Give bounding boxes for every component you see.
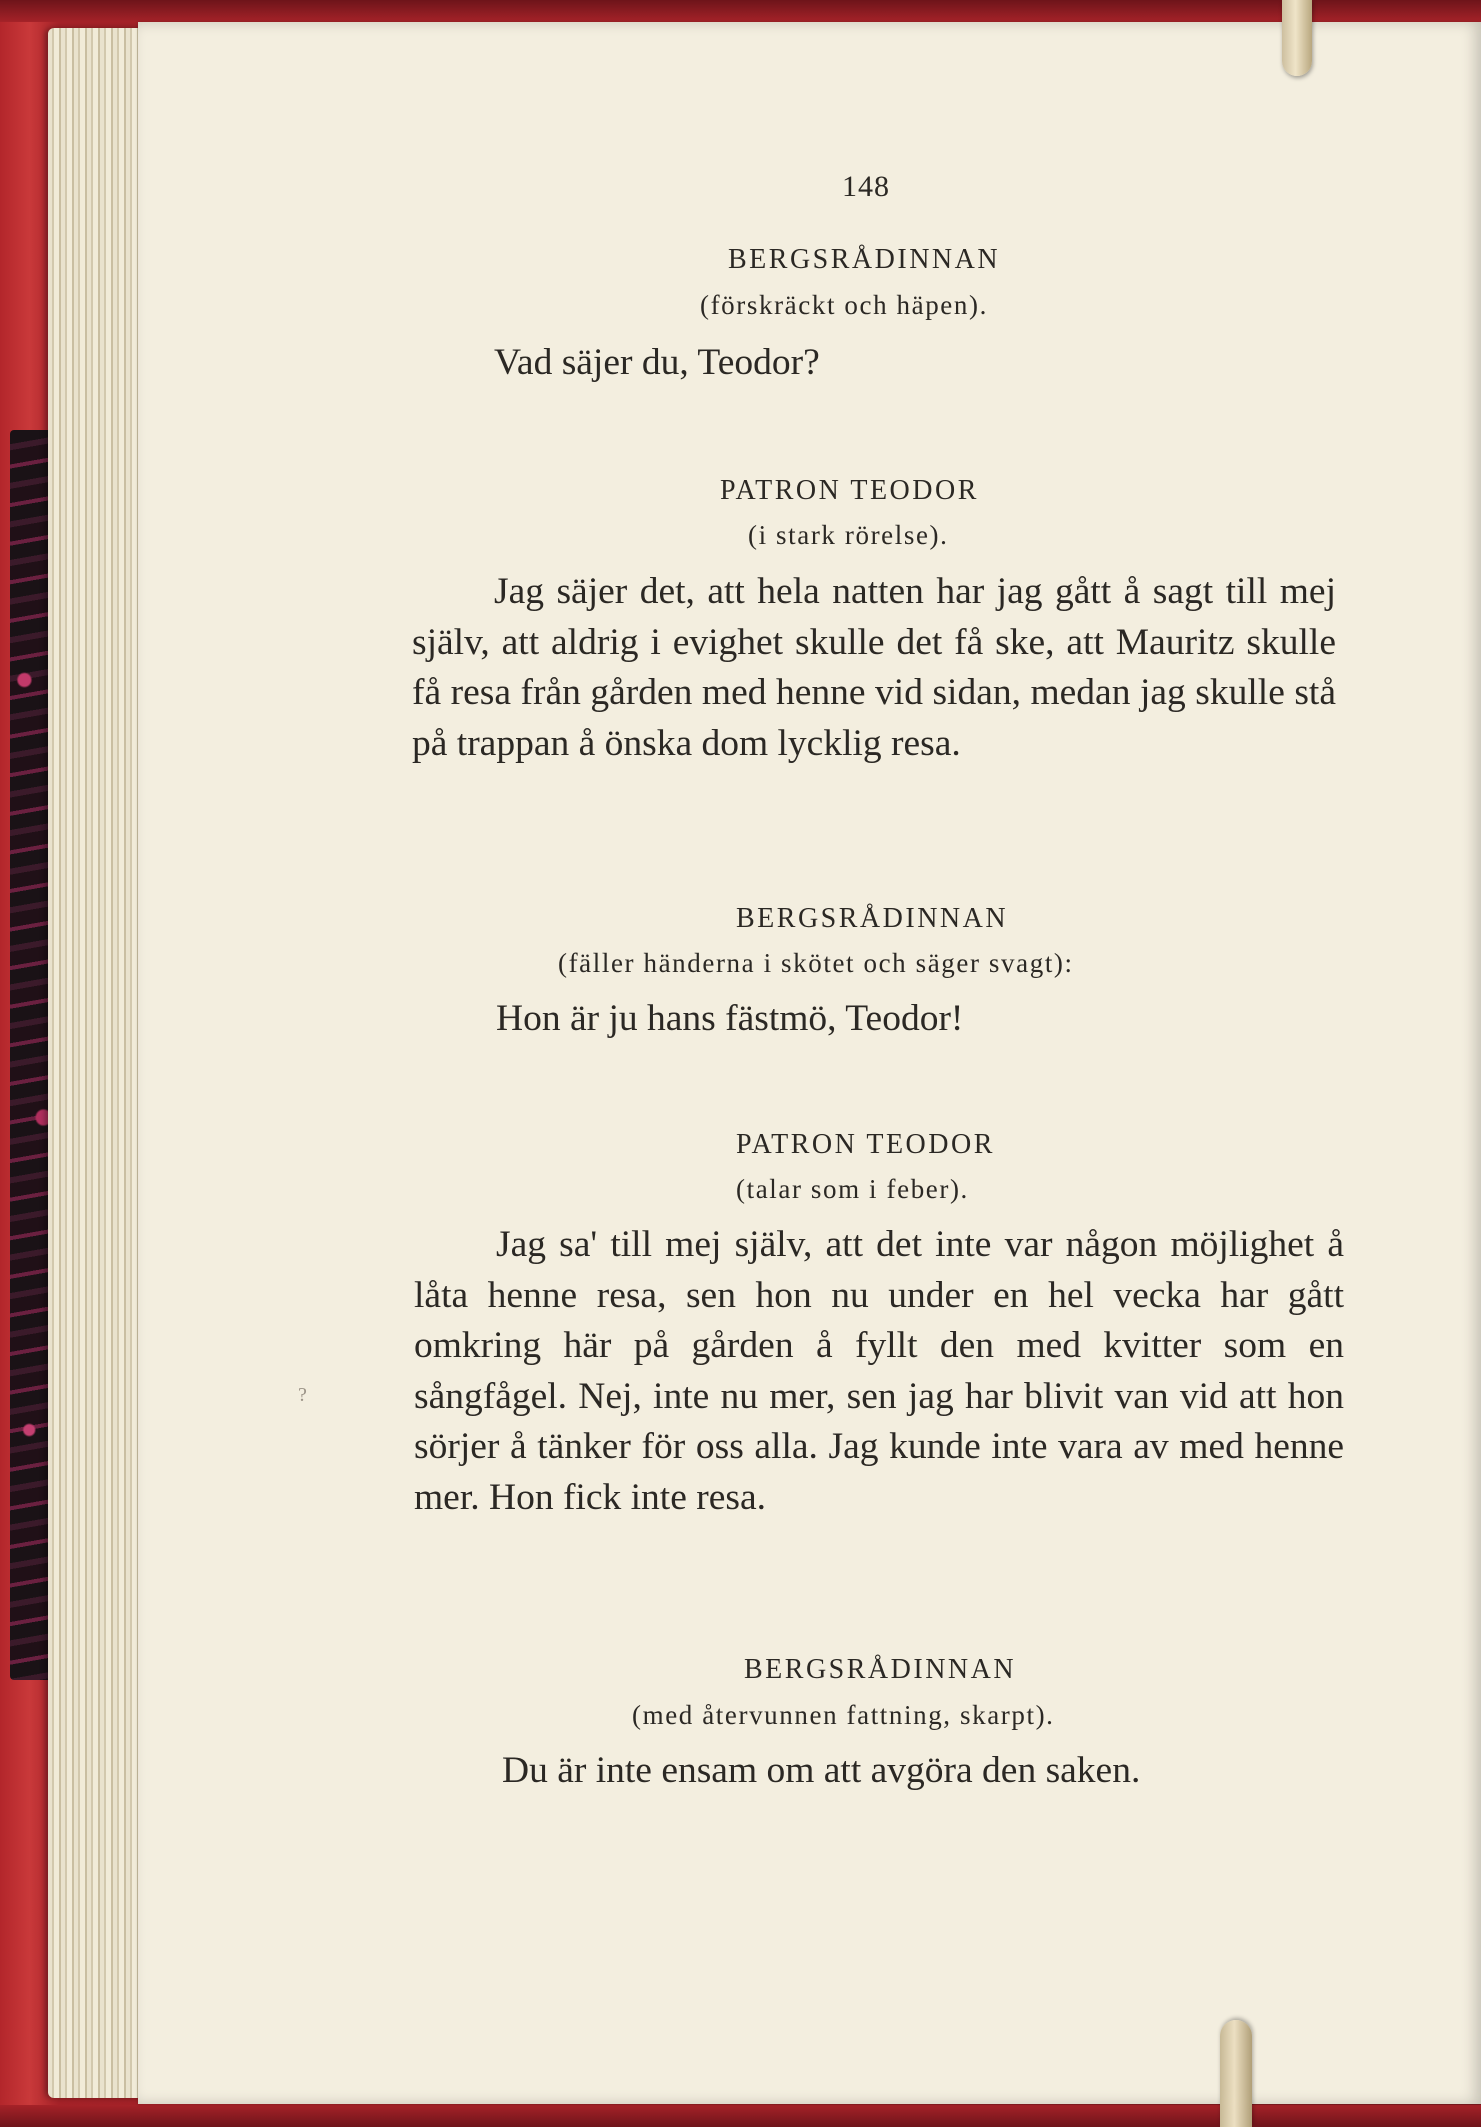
speaker-name: BERGSRÅDINNAN: [728, 244, 1001, 275]
cover-edge-bottom: [0, 2105, 1481, 2127]
stage-direction: (förskräckt och häpen).: [700, 290, 988, 320]
stage-direction: (i stark rörelse).: [748, 520, 949, 550]
page-number: 148: [842, 170, 890, 203]
speech-paragraph: Jag sa' till mej själv, att det inte var någon möjlighet å låta henne resa, sen hon nu under en hel vecka har gått omkring här på gården å fyllt den med kvitter som en sångfågel. Nej, inte nu mer, sen jag har blivit van vid att hon sörjer å tänker för oss alla. Jag kunde inte vara av med henne mer. Hon fick inte resa.: [414, 1224, 1344, 1518]
page-holder-clip-bottom: [1220, 2020, 1252, 2127]
speech-line: Hon är ju hans fästmö, Teodor!: [496, 998, 964, 1039]
speaker-name: PATRON TEODOR: [720, 475, 979, 506]
speech-line: Du är inte ensam om att avgöra den saken.: [502, 1750, 1141, 1791]
speaker-name: PATRON TEODOR: [736, 1129, 995, 1160]
speaker-name: BERGSRÅDINNAN: [744, 1654, 1017, 1685]
speaker-name: BERGSRÅDINNAN: [736, 903, 1009, 934]
stage-direction: (med återvunnen fattning, skarpt).: [632, 1700, 1055, 1730]
stage-direction: (fäller händerna i skötet och säger svagt):: [558, 948, 1074, 978]
speech-line: Vad säjer du, Teodor?: [494, 342, 820, 383]
margin-pencil-mark: ?: [298, 1384, 307, 1406]
stage-direction: (talar som i feber).: [736, 1174, 969, 1204]
page-holder-clip-top: [1282, 0, 1312, 76]
page-edges: [48, 28, 148, 2098]
cover-edge-top: [0, 0, 1481, 22]
speech-paragraph: Jag säjer det, att hela natten har jag gått å sagt till mej själv, att aldrig i evighet skulle det få ske, att Mauritz skulle få resa från gården med henne vid sidan, medan jag skulle stå på trappan å önska dom lycklig resa.: [412, 571, 1336, 764]
